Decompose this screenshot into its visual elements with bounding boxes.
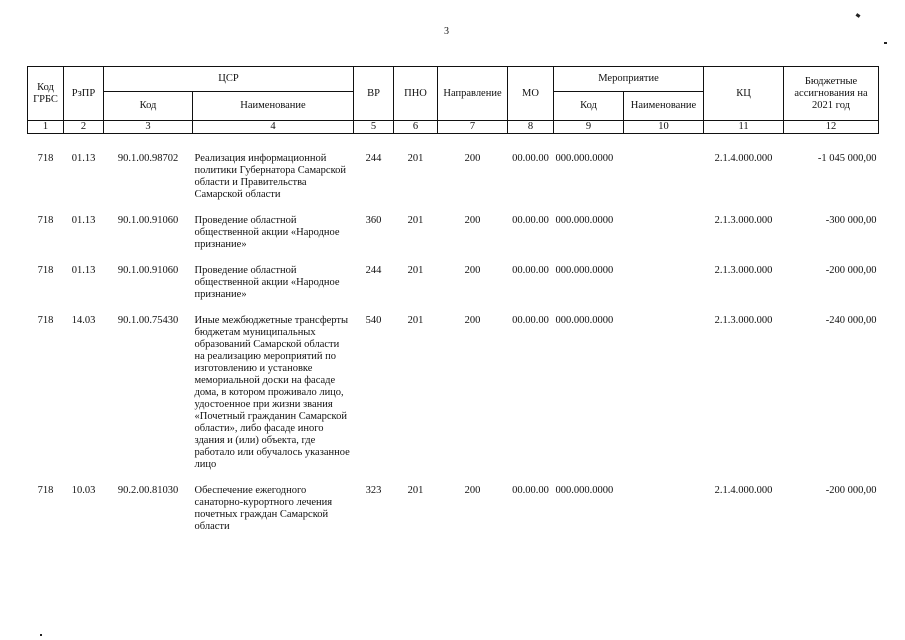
cell-kc: 2.1.3.000.000 <box>714 215 773 226</box>
cell-csr-code: 90.1.00.75430 <box>117 315 179 326</box>
cell-csr-name: Проведение областной общественной акции «Народное признание» <box>194 265 340 300</box>
header-event-name: Наименование <box>624 92 704 121</box>
column-number: 9 <box>554 121 624 134</box>
column-number: 6 <box>394 121 438 134</box>
cell-pno: 201 <box>407 265 424 276</box>
cell-event-name <box>624 153 704 215</box>
scan-speck <box>856 13 861 18</box>
cell-grbs: 718 <box>37 485 54 496</box>
header-budget: Бюджетные ассигнования на 2021 год <box>784 67 879 121</box>
cell-event-name <box>624 215 704 265</box>
cell-event-name <box>624 265 704 315</box>
cell-event-code: 000.000.0000 <box>555 215 614 226</box>
cell-pno: 201 <box>407 215 424 226</box>
cell-grbs: 718 <box>37 315 54 326</box>
cell-event-code: 000.000.0000 <box>555 485 614 496</box>
column-number: 1 <box>28 121 64 134</box>
table-row <box>28 315 879 485</box>
cell-mo: 00.00.00 <box>512 315 549 326</box>
cell-rzpr: 01.13 <box>71 215 96 226</box>
table-row <box>28 265 879 315</box>
cell-kc: 2.1.4.000.000 <box>714 485 773 496</box>
table-row <box>28 215 879 265</box>
cell-rzpr: 01.13 <box>71 265 96 276</box>
cell-csr-code: 90.2.00.81030 <box>117 485 179 496</box>
column-number: 5 <box>354 121 394 134</box>
header-csr-name: Наименование <box>193 92 354 121</box>
cell-kc: 2.1.3.000.000 <box>714 315 773 326</box>
table-row <box>28 485 879 547</box>
column-number: 11 <box>704 121 784 134</box>
cell-event-name <box>624 485 704 547</box>
cell-csr-code: 90.1.00.98702 <box>117 153 179 164</box>
column-number: 3 <box>104 121 193 134</box>
header-csr-code: Код <box>104 92 193 121</box>
column-number: 7 <box>438 121 508 134</box>
cell-csr-name: Иные межбюджетные трансферты бюджетам муниципальных образований Самарской области на реализацию мероприятий по изготовлению и установке мемориальной доски на фасаде дома, в котором проживало лицо, удостоенное при жизни звания «Почетный гражданин Самарской области», либо фасаде иного здания и (или) объекта, где работало или обучалось указанное лицо <box>194 315 350 470</box>
cell-csr-name: Обеспечение ежегодного санаторно-курортного лечения почетных граждан Самарской области <box>194 485 333 532</box>
cell-amount: -200 000,00 <box>825 265 877 276</box>
cell-csr-name: Проведение областной общественной акции «Народное признание» <box>194 215 340 250</box>
cell-pno: 201 <box>407 153 424 164</box>
cell-csr-code: 90.1.00.91060 <box>117 215 179 226</box>
scan-speck <box>40 634 42 636</box>
cell-event-code: 000.000.0000 <box>555 315 614 326</box>
cell-csr-code: 90.1.00.91060 <box>117 265 179 276</box>
cell-rzpr: 14.03 <box>71 315 96 326</box>
column-number: 12 <box>784 121 879 134</box>
header-vr: ВР <box>354 67 394 121</box>
table-row <box>28 153 879 215</box>
cell-mo: 00.00.00 <box>512 265 549 276</box>
cell-mo: 00.00.00 <box>512 153 549 164</box>
cell-amount: -300 000,00 <box>825 215 877 226</box>
cell-direction: 200 <box>464 315 481 326</box>
cell-direction: 200 <box>464 215 481 226</box>
cell-rzpr: 01.13 <box>71 153 96 164</box>
cell-pno: 201 <box>407 315 424 326</box>
cell-grbs: 718 <box>37 265 54 276</box>
header-grbs: Код ГРБС <box>28 67 64 121</box>
cell-direction: 200 <box>464 265 481 276</box>
cell-vr: 244 <box>365 265 382 276</box>
cell-mo: 00.00.00 <box>512 215 549 226</box>
header-direction: Направление <box>438 67 508 121</box>
header-rzpr: РзПР <box>64 67 104 121</box>
cell-event-code: 000.000.0000 <box>555 265 614 276</box>
cell-event-code: 000.000.0000 <box>555 153 614 164</box>
cell-mo: 00.00.00 <box>512 485 549 496</box>
cell-grbs: 718 <box>37 215 54 226</box>
budget-table <box>27 66 879 547</box>
cell-pno: 201 <box>407 485 424 496</box>
header-csr: ЦСР <box>104 67 354 92</box>
cell-amount: -1 045 000,00 <box>817 153 877 164</box>
header-event-code: Код <box>554 92 624 121</box>
scan-speck <box>884 42 887 44</box>
column-number: 10 <box>624 121 704 134</box>
cell-direction: 200 <box>464 153 481 164</box>
header-pno: ПНО <box>394 67 438 121</box>
column-number: 8 <box>508 121 554 134</box>
header-event: Мероприятие <box>554 67 704 92</box>
cell-event-name <box>624 315 704 485</box>
cell-direction: 200 <box>464 485 481 496</box>
header-mo: МО <box>508 67 554 121</box>
cell-rzpr: 10.03 <box>71 485 96 496</box>
column-number: 4 <box>193 121 354 134</box>
page-number: 3 <box>444 26 449 37</box>
cell-kc: 2.1.3.000.000 <box>714 265 773 276</box>
cell-amount: -200 000,00 <box>825 485 877 496</box>
column-number: 2 <box>64 121 104 134</box>
cell-vr: 360 <box>365 215 382 226</box>
cell-vr: 323 <box>365 485 382 496</box>
header-kc: КЦ <box>704 67 784 121</box>
cell-vr: 540 <box>365 315 382 326</box>
cell-csr-name: Реализация информационной политики Губернатора Самарской области и Правительства Самарской области <box>194 153 347 200</box>
cell-grbs: 718 <box>37 153 54 164</box>
cell-kc: 2.1.4.000.000 <box>714 153 773 164</box>
cell-vr: 244 <box>365 153 382 164</box>
cell-amount: -240 000,00 <box>825 315 877 326</box>
